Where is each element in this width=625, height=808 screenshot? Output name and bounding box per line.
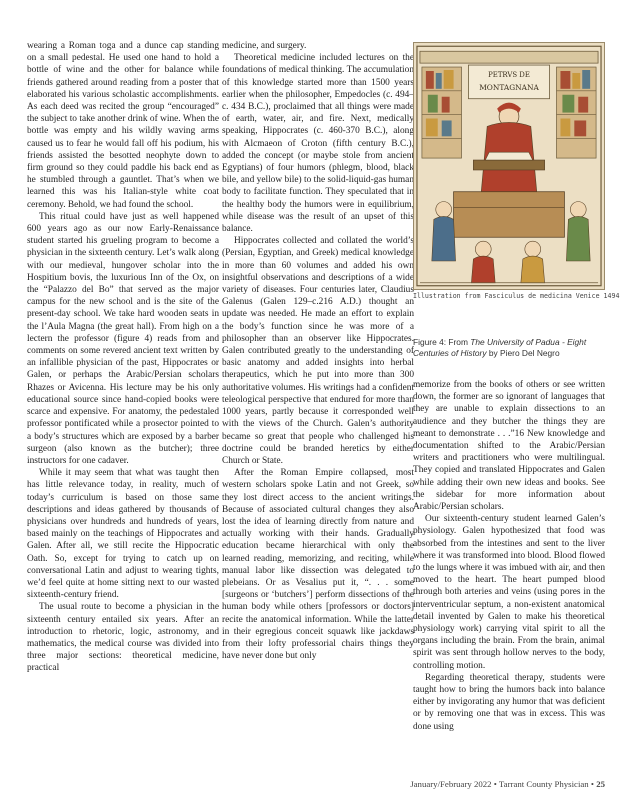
article-column-1 [27,40,219,675]
footer-separator: • [590,779,594,789]
paragraph: This ritual could have just as well happened 600 years ago as our now Early-Renaissance student started his grueling program to become a physician in the sixteenth century. Let’s walk along with our medieval, hungover scholar into the Hospitium bovis, the luxurious Inn of the Ox, on the “Palazzo del Bo” that served as the major campus for the new school and is the site of the present-day school. We take hard wooden seats in the l’Aula Magna (the great hall). From high on a lectern the professor (figure 4) reads from and comments on some revered ancient text written by an infallible physician of the past, Hippocrates or Galen, or perhaps the Arabic/Persian scholars Rhazes or Avicenna. His lecture may be his only educational source since hand-copied books were scarce and expensive. For anatomy, the pedestaled professor pontificated while a prosector pointed to a body’s structures which are exposed by a barber surgeon (also known as the butcher); three instructors for one cadaver. [27,211,219,466]
issue-date: January/February 2022 [410,779,492,789]
footer-separator: • [493,779,497,789]
paragraph: medicine, and surgery. [222,41,307,51]
article-column-3 [413,379,605,733]
figure-caption [413,337,605,359]
paragraph: After the Roman Empire collapsed, most western scholars spoke Latin and not Greek, so they lost direct access to the ancient writings. Because of associated cultural changes they also lost the idea of learning directly from nature and actually working with their hands. Gradually education became hierarchical with only the learned reading, memorizing, and reciting, while manual labor like dissection was delegated to plebeians. Or as Vesalius put it, “. . . some [surgeons or ‘butchers’] perform dissections of the human body while others [professors or doctors] recite the anatomical information. While the latter in their egregious conceit squawk like jackdaws from their lofty professorial chairs things they have never done but only [222,468,414,662]
paragraph: While it may seem that what was taught then has little relevance today, in reality, much of today’s curriculum is based on those same descriptions and ideas gathered by thousands of physicians over hundreds and hundreds of years, based mainly on the teachings of Hippocrates and Galen. After all, we still recite the Hippocratic Oath. So, except for trying to catch up on conversational Latin and adjust to wearing tights, we’d feel quite at home sitting next to our wasted sixteenth-century friend. [27,468,219,601]
paragraph: memorize from the books of others or see written down, the former are so ignorant of languages that they are unable to explain dissections to an audience and they butcher the things they are meant to demonstrate . . .”16 New knowledge and documentation shifted to the Arabic/Persian writers and practitioners who were multilingual. They copied and translated Hippocrates and Galen while adding their own new ideas and books. See the sidebar for more information about Arabic/Persian scholars. [413,380,605,513]
woodcut-illustration [413,42,605,290]
page-footer [410,779,605,789]
paragraph: The usual route to become a physician in the sixteenth century entailed six years. After an introduction to rhetoric, logic, astronomy, and mathematics, the medical course was divided into three major sections: theoretical medicine, practical [27,602,219,674]
paragraph: Hippocrates collected and collated the world’s (Persian, Egyptian, and Greek) medical knowledge in more than 60 volumes and added his own insightful observations and descriptions of a wide variety of diseases. Four centuries later, Claudius Galenus (Galen 129–c.216 A.D.) thought an update was needed. He made an effort to explain the body’s function since he was more of a philosopher than an observer like Hippocrates. Galen contributed greatly to the understanding of basic anatomy and added insights into herbal therapeutics, which he put into more than 300 authoritative volumes. His writings had a confident teleological perspective that endured for more than 1000 years, partly because it corresponded well with the views of the Church. Galen’s authority became so great that people who challenged his doctrine could be branded heretics by either Church or State. [222,236,414,466]
illustration-credit: Illustration from Fasciculus de medicina Venice 1494 [413,292,620,300]
paragraph: Theoretical medicine included lectures on the foundations of medical thinking. The accumulation of this knowledge started more than 1500 years earlier when the philosopher, Empedocles (c. 494–c. 434 B.C.), proclaimed that all things were made of earth, water, air, and fire. Next, medically speaking, Hippocrates (c. 460-370 B.C.), along with Alcmaeon of Croton (fifth century B.C.), added the concept (or maybe stole from ancient Egyptians) of four humors (phlegm, blood, black bile, and yellow bile) to the solid-liquid-gas human body to facilitate function. They speculated that in the healthy body the humors were in equilibrium, while disease was the result of an upset of this balance. [222,53,414,235]
paragraph: Our sixteenth-century student learned Galen’s physiology. Galen hypothesized that food was absorbed from the intestines and sent to the liver where it was transformed into blood. Blood flowed to the lungs where it was imbued with air, and then moved to the heart. The heart pumped blood through both arteries and veins (using pores in the interventricular septum, a non-existent anatomical detail invented by Galen to make his theoretical physiology work) carrying vital spirit to all the organs including the brain. From the brain, animal spirit was sent through hollow nerves to the body, controlling motion. [413,514,605,671]
caption-suffix: by Piero Del Negro [486,348,560,358]
caption-source-title: The University of Padua - Eight Centuries of History [413,337,587,358]
page-number: 25 [596,779,605,789]
plaque-line-2: MONTAGNANA [479,82,539,92]
figure-4 [413,42,620,330]
paragraph: wearing a Roman toga and a dunce cap standing on a small pedestal. He used one hand to hold a bottle of wine and the other for balance while friends gathered around reading from a poster that elaborated his various scholastic accomplishments. As each deed was recited the group “encouraged” the subject to take another drink of wine. When the bottle was empty and his wildly waving arms caused us to fear he would fall off his podium, his friends assisted the besotted neophyte down to firm ground so they could paddle his back end as he stumbled through a gauntlet. That’s when we learned this was his Italian-style white coat ceremony. Behold, we had found the school. [27,41,219,210]
paragraph: Regarding theoretical therapy, students were taught how to bring the humors back into balance either by invigorating any humor that was deficient or by removing one that was in excess. This was done using [413,672,605,732]
plaque-line-1: PETRVS DE [488,70,530,79]
caption-prefix: Figure 4: From [413,337,471,347]
magazine-name: Tarrant County Physician [498,779,589,789]
article-column-2 [222,40,414,662]
